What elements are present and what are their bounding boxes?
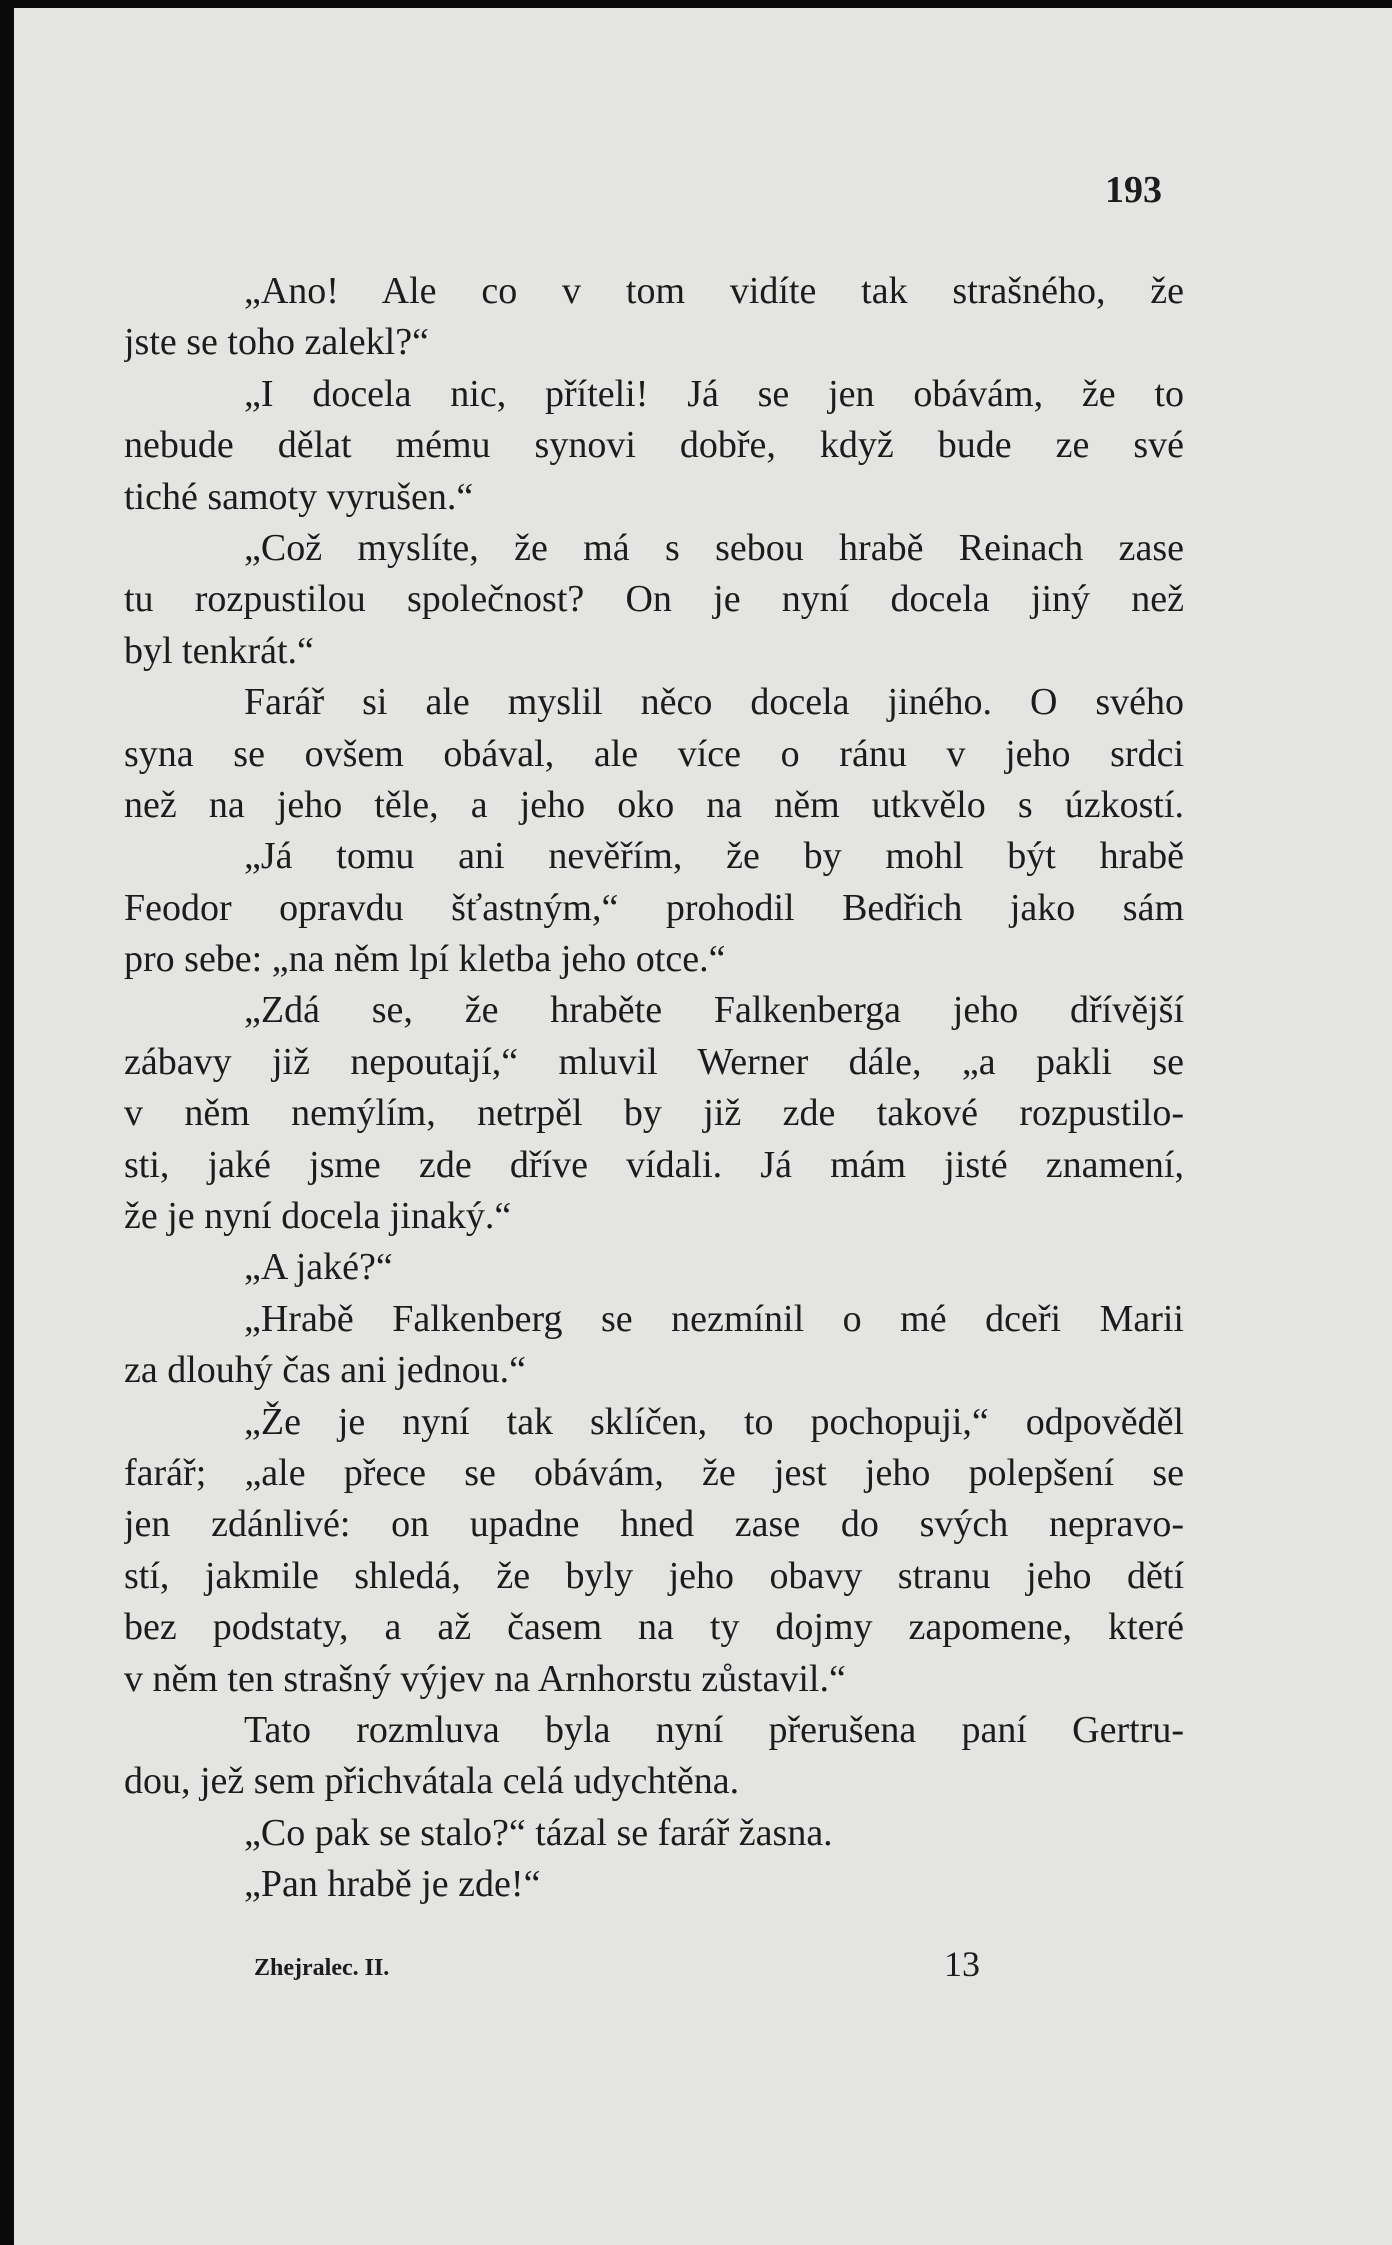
text-line: za dlouhý čas ani jednou.“ [124, 1349, 527, 1392]
text-line: syna se ovšem obával, ale více o ránu v jeho srdci [124, 732, 1184, 775]
text-line: stí, jakmile shledá, že byly jeho obavy stranu jeho dětí [124, 1554, 1184, 1597]
text-line: zábavy již nepoutají,“ mluvil Werner dále, „a pakli se [124, 1040, 1184, 1083]
text-line: že je nyní docela jinaký.“ [124, 1195, 512, 1238]
page-number: 193 [1105, 169, 1162, 211]
text-line: než na jeho těle, a jeho oko na něm utkvělo s úzkostí. [124, 783, 1184, 826]
text-line: sti, jaké jsme zde dříve vídali. Já mám jisté znamení, [124, 1143, 1184, 1186]
text-line: „Což myslíte, že má s sebou hrabě Reinach zase [244, 526, 1184, 569]
text-line: „Já tomu ani nevěřím, že by mohl být hrabě [244, 835, 1184, 878]
text-line: Farář si ale myslil něco docela jiného. O svého [244, 681, 1184, 724]
text-line: tiché samoty vyrušen.“ [124, 475, 474, 518]
text-line: Tato rozmluva byla nyní přerušena paní Gertru- [244, 1708, 1184, 1751]
text-line: tu rozpustilou společnost? On je nyní docela jiný než [124, 578, 1184, 621]
printer-signature: Zhejralec. II. [254, 1955, 390, 1981]
text-line: „A jaké?“ [244, 1246, 393, 1289]
text-line: v něm nemýlím, netrpěl by již zde takové rozpustilo- [124, 1092, 1184, 1135]
text-line: „Hrabě Falkenberg se nezmínil o mé dceři Marii [244, 1297, 1184, 1340]
text-line: farář; „ale přece se obávám, že jest jeho polepšení se [124, 1451, 1184, 1494]
text-line: „Pan hrabě je zde!“ [244, 1863, 541, 1906]
text-line: dou, jež sem přichvátala celá udychtěna. [124, 1760, 740, 1803]
text-line: v něm ten strašný výjev na Arnhorstu zůstavil.“ [124, 1657, 846, 1700]
text-line: „Ano! Ale co v tom vidíte tak strašného, že [244, 270, 1184, 312]
text-line: bez podstaty, a až časem na ty dojmy zapomene, které [124, 1606, 1184, 1649]
text-line: pro sebe: „na něm lpí kletba jeho otce.“ [124, 938, 726, 981]
text-line: Feodor opravdu šťastným,“ prohodil Bedřich jako sám [124, 886, 1184, 929]
text-line: „Co pak se stalo?“ tázal se farář žasna. [244, 1811, 833, 1854]
text-line: „Že je nyní tak sklíčen, to pochopuji,“ odpověděl [244, 1400, 1184, 1443]
body-text [124, 266, 1184, 1911]
text-line: „I docela nic, příteli! Já se jen obávám, že to [244, 372, 1184, 415]
page-footer [254, 1943, 994, 1993]
text-line: „Zdá se, že hraběte Falkenberga jeho dřívější [244, 989, 1184, 1032]
text-line: byl tenkrát.“ [124, 629, 314, 672]
text-line: nebude dělat mému synovi dobře, když bude ze své [124, 424, 1184, 467]
text-line: jen zdánlivé: on upadne hned zase do svých nepravo- [124, 1503, 1184, 1546]
text-line: jste se toho zalekl?“ [124, 321, 429, 364]
sheet-number: 13 [944, 1944, 980, 1984]
